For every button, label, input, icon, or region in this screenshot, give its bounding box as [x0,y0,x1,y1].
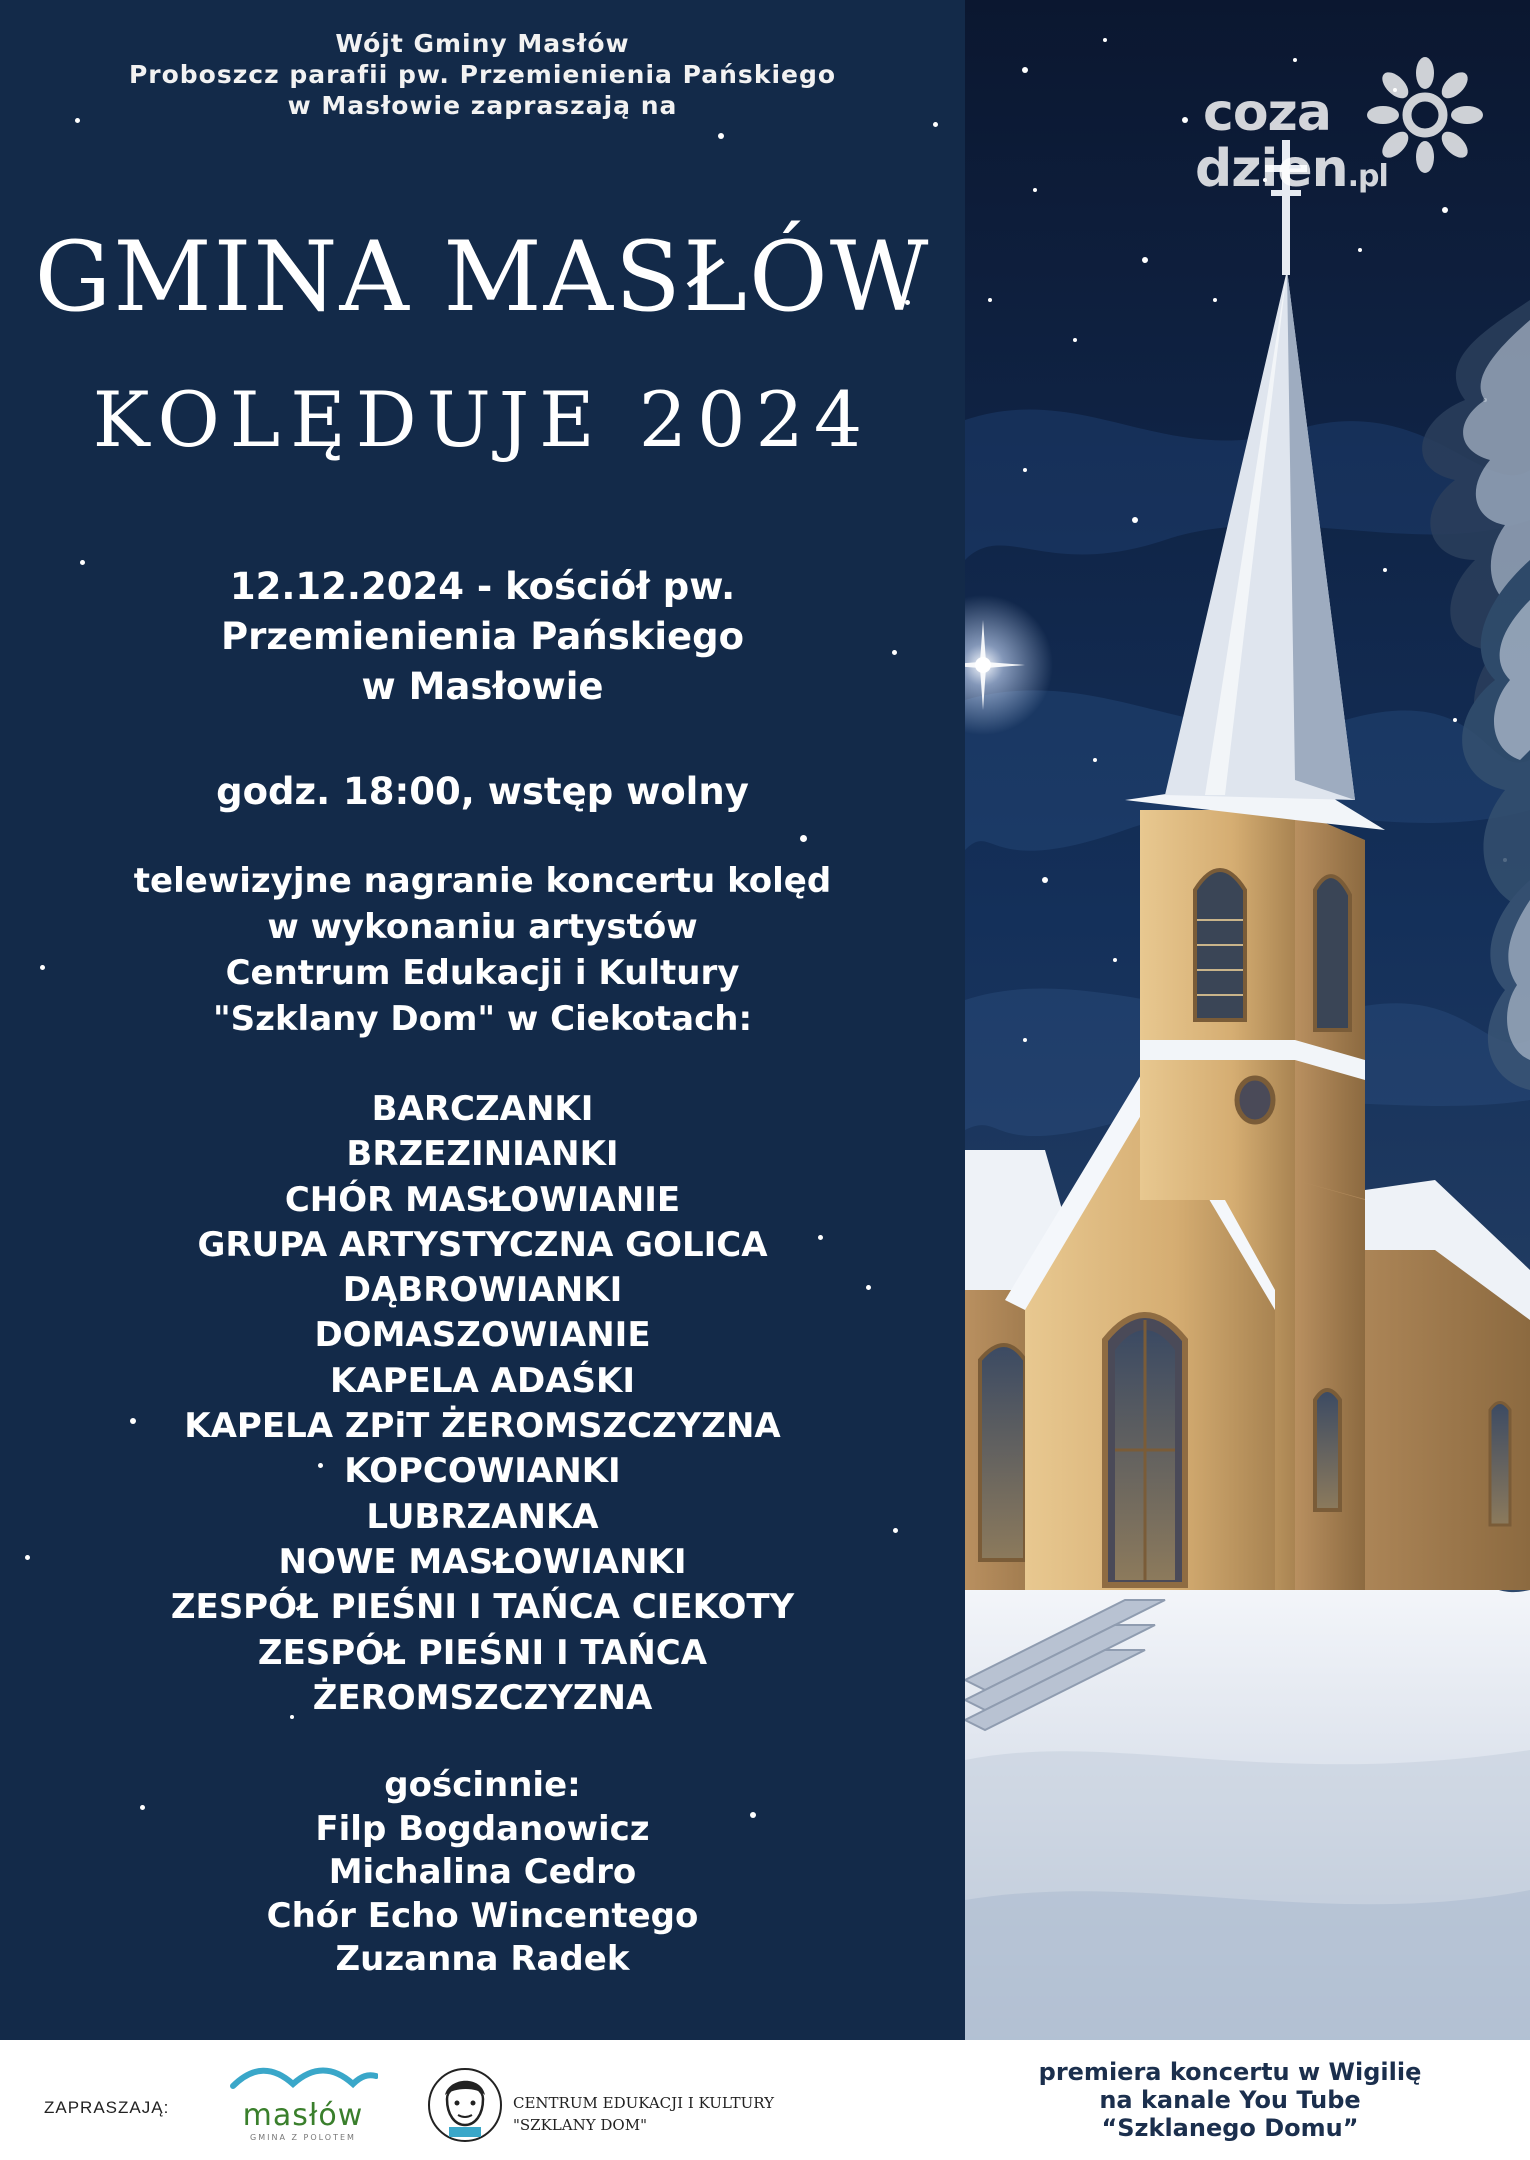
header-line: Wójt Gminy Masłów [335,29,630,58]
performer-item: BRZEZINIANKI [346,1134,619,1175]
watermark-suffix: .pl [1347,159,1388,194]
performer-item: KAPELA ADAŚKI [330,1360,635,1401]
maslow-name: masłów [242,2098,364,2133]
premiere-line: premiera koncertu w Wigilię [1038,2058,1422,2086]
ceik-name [513,2092,774,2136]
performer-item: NOWE MASŁOWIANKI [278,1541,687,1582]
event-place-line: w Masłowie [361,665,604,708]
description-line: "Szklany Dom" w Ciekotach: [212,999,753,1039]
performer-item: KOPCOWIANKI [344,1451,621,1492]
watermark-word: dzien [1195,139,1348,199]
description-line: Centrum Edukacji i Kultury [225,953,740,993]
footer-bar [0,2040,1530,2160]
premiere-line: na kanale You Tube [1099,2086,1361,2114]
description-line: telewizyjne nagranie koncertu kolęd [133,861,832,901]
guest-item: Chór Echo Wincentego [266,1895,699,1936]
premiere-line: “Szklanego Domu” [1101,2114,1359,2142]
maslow-tagline: GMINA Z POLOTEM [250,2133,356,2142]
performer-item: GRUPA ARTYSTYCZNA GOLICA [197,1224,768,1265]
performer-item: DOMASZOWIANIE [314,1315,651,1356]
guests-list [0,1764,965,1982]
event-place-line: Przemienienia Pańskiego [220,615,745,658]
church-illustration-panel [965,0,1530,2040]
performer-item: BARCZANKI [371,1089,594,1129]
sun-icon [1365,55,1485,175]
watermark-logo [1195,55,1485,215]
performer-item: DĄBROWIANKI [342,1270,623,1311]
invitation-header [0,28,965,121]
waves-icon [228,2062,378,2092]
performer-item: ZESPÓŁ PIEŚNI I TAŃCA CIEKOTY [170,1587,795,1628]
church-illustration [965,0,1530,2040]
main-title: GMINA MASŁÓW [34,221,931,333]
event-place [0,562,965,712]
ceik-line: CENTRUM EDUKACJI I KULTURY [513,2094,774,2112]
performer-item: ZESPÓŁ PIEŚNI I TAŃCA [257,1632,708,1673]
watermark-line1: coza [1203,83,1331,143]
portrait-icon [425,2065,505,2145]
performer-item: CHÓR MASŁOWIANIE [284,1179,681,1220]
guest-item: Zuzanna Radek [335,1939,630,1979]
guests-label: gościnnie: [384,1765,581,1805]
event-description [0,858,965,1042]
guest-item: Michalina Cedro [328,1852,637,1892]
header-line: Proboszcz parafii pw. Przemienienia Pańskiego [128,60,837,89]
sub-title: KOLĘDUJE 2024 [92,375,873,464]
star-icon [718,133,724,139]
ceik-logo [425,2060,774,2150]
star-icon [933,122,938,127]
description-line: w wykonaniu artystów [267,907,698,947]
maslow-logo [228,2062,378,2152]
premiere-note [980,2058,1480,2142]
performer-item: LUBRZANKA [366,1496,599,1537]
header-line: w Masłowie zapraszają na [287,91,678,120]
event-place-line: 12.12.2024 - kościół pw. [229,565,736,608]
ceik-line: "SZKLANY DOM" [513,2116,647,2134]
event-time: godz. 18:00, wstęp wolny [216,770,749,813]
performer-item: KAPELA ZPiT ŻEROMSZCZYZNA [184,1406,781,1447]
star-icon [800,835,807,842]
guest-item: Filp Bogdanowicz [315,1808,650,1849]
performers-list [0,1087,965,1721]
footer-label: ZAPRASZAJĄ: [44,2098,170,2117]
performer-item: ŻEROMSZCZYZNA [312,1677,653,1718]
